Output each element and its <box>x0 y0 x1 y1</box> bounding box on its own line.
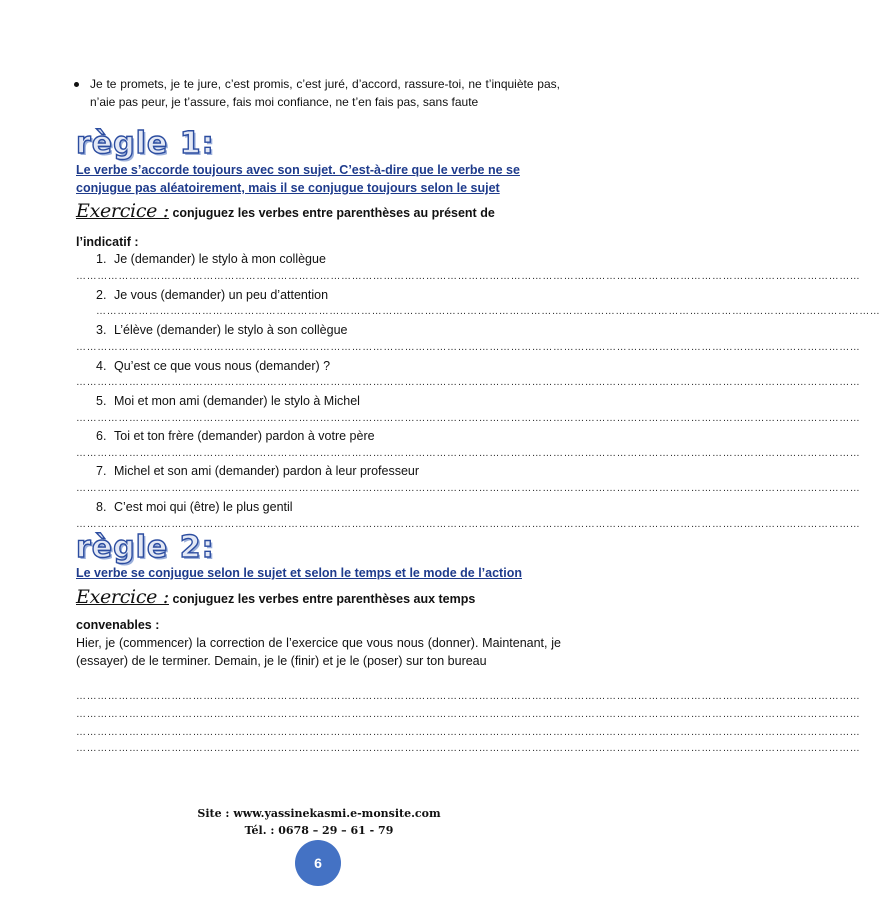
exercise-2-instruction: conjuguez les verbes entre parenthèses aux temps <box>168 592 476 606</box>
rule-1-title: règle 1: <box>76 126 215 161</box>
answer-line[interactable]: …………………………………………………………………………………………………………………………………………………………………………………………………… <box>76 519 861 530</box>
answer-line[interactable]: …………………………………………………………………………………………………………………………………………………………………………………………………… <box>76 709 861 720</box>
answer-line[interactable]: …………………………………………………………………………………………………………………………………………………………………………………………………… <box>76 743 861 754</box>
exercise-item: 2. Je vous (demander) un peu d’attention <box>96 288 329 302</box>
exercise-1-heading <box>76 202 561 222</box>
answer-line[interactable]: …………………………………………………………………………………………………………………………………………………………………………………………………… <box>76 448 861 459</box>
answer-line[interactable]: …………………………………………………………………………………………………………………………………………………………………………………………………… <box>76 413 861 424</box>
rule-1-description: Le verbe s’accorde toujours avec son sujet. C’est-à-dire que le verbe ne se conjugue pas aléatoirement, mais il se conjugue toujours selon le sujet <box>76 163 520 195</box>
answer-line[interactable]: …………………………………………………………………………………………………………………………………………………………………………………………………… <box>76 483 861 494</box>
answer-line[interactable]: …………………………………………………………………………………………………………………………………………………………………………………………………… <box>76 377 861 388</box>
bullet-item <box>88 75 560 111</box>
exercise-item: 5. Moi et mon ami (demander) le stylo à Michel <box>96 394 360 408</box>
exercise-2-instruction-cont: convenables : <box>76 618 160 632</box>
bullet-text: Je te promets, je te jure, c’est promis, c’est juré, d’accord, rassure-toi, ne t’inquiète pas, n’aie pas peur, je t’assure, fais moi confiance, ne t’en fais pas, sans faute <box>90 77 560 109</box>
exercise-item: 1. Je (demander) le stylo à mon collègue <box>96 252 326 266</box>
exercise-1-instruction: conjuguez les verbes entre parenthèses au présent de <box>168 206 495 220</box>
answer-line[interactable]: …………………………………………………………………………………………………………………………………………………………………………………………………… <box>96 306 880 317</box>
answer-line[interactable]: …………………………………………………………………………………………………………………………………………………………………………………………………… <box>76 727 861 738</box>
bullet-dot-icon <box>74 82 79 87</box>
exercise-item: 8. C’est moi qui (être) le plus gentil <box>96 500 293 514</box>
page-number: 6 <box>295 840 341 886</box>
footer-tel: Tél. : 0678 – 29 – 61 - 79 <box>244 824 394 837</box>
footer-site: Site : www.yassinekasmi.e-monsite.com <box>197 807 441 820</box>
exercise-item: 6. Toi et ton frère (demander) pardon à votre père <box>96 429 375 443</box>
answer-line[interactable]: …………………………………………………………………………………………………………………………………………………………………………………………………… <box>76 691 861 702</box>
exercise-2-paragraph: Hier, je (commencer) la correction de l’exercice que vous nous (donner). Maintenant, je (essayer) de le terminer. Demain, je le (finir) et je le (poser) sur ton bureau <box>76 636 561 668</box>
rule-2-description: Le verbe se conjugue selon le sujet et selon le temps et le mode de l’action <box>76 566 522 580</box>
rule-2-title: règle 2: <box>76 530 215 565</box>
exercise-item: 4. Qu’est ce que vous nous (demander) ? <box>96 359 331 373</box>
answer-line[interactable]: …………………………………………………………………………………………………………………………………………………………………………………………………… <box>76 342 861 353</box>
exercise-2-label: Exercice : <box>76 586 169 608</box>
exercise-2-heading <box>76 588 561 608</box>
exercise-1-instruction-cont: l’indicatif : <box>76 235 139 249</box>
exercise-item: 3. L’élève (demander) le stylo à son collègue <box>96 323 348 337</box>
answer-line[interactable]: …………………………………………………………………………………………………………………………………………………………………………………………………… <box>76 271 861 282</box>
exercise-item: 7. Michel et son ami (demander) pardon à leur professeur <box>96 464 420 478</box>
exercise-1-label: Exercice : <box>76 200 169 222</box>
